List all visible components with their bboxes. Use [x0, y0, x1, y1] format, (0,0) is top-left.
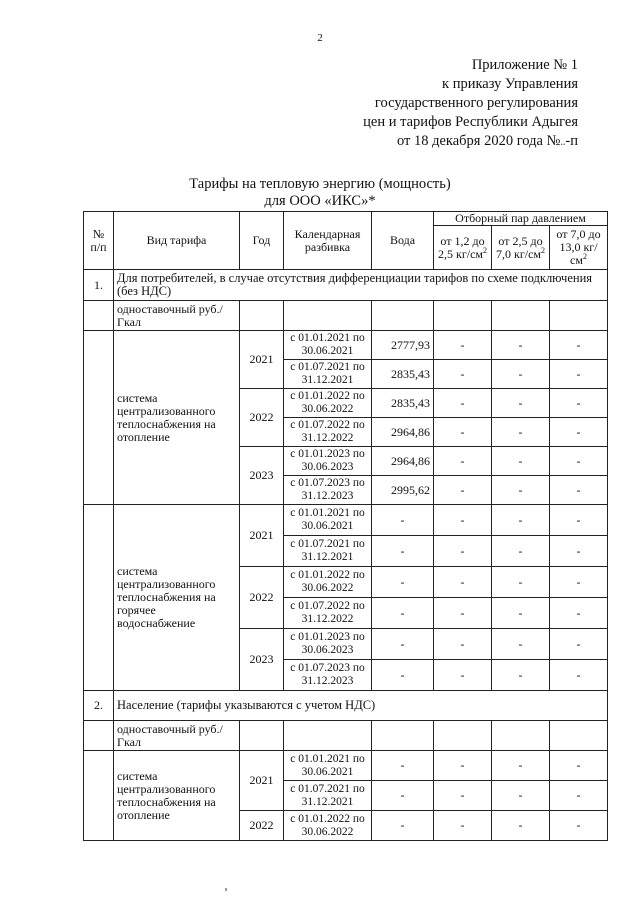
- single-rate-label: одноставочный руб./Гкал: [114, 721, 240, 751]
- header-kind: Вид тарифа: [114, 212, 240, 270]
- steam-1-value: -: [434, 536, 492, 567]
- empty-cell: [240, 301, 284, 331]
- empty-cell: [434, 301, 492, 331]
- empty-cell: [84, 751, 114, 841]
- section-row: [84, 691, 608, 721]
- steam-3-value: -: [550, 781, 608, 811]
- water-value: -: [372, 781, 434, 811]
- period-cell: с 01.07.2021 по 31.12.2021: [284, 781, 372, 811]
- handwritten-order-number: ..: [560, 135, 566, 148]
- steam-1-value: -: [434, 598, 492, 629]
- period-cell: с 01.01.2023 по 30.06.2023: [284, 447, 372, 476]
- period-cell: с 01.07.2021 по 31.12.2021: [284, 536, 372, 567]
- section-number: 1.: [84, 270, 114, 301]
- empty-cell: [84, 301, 114, 331]
- steam-2-value: -: [492, 331, 550, 360]
- tariff-kind: система централизованного теплоснабжения на отопление: [114, 751, 240, 841]
- empty-cell: [240, 721, 284, 751]
- empty-cell: [84, 331, 114, 505]
- period-cell: с 01.01.2022 по 30.06.2022: [284, 811, 372, 841]
- section-title: Население (тарифы указываются с учетом НДС): [114, 691, 608, 721]
- section-number: 2.: [84, 691, 114, 721]
- steam-2-value: -: [492, 751, 550, 781]
- empty-cell: [284, 721, 372, 751]
- steam-2-value: -: [492, 567, 550, 598]
- steam-2-value: -: [492, 505, 550, 536]
- title-line-1: Тарифы на тепловую энергию (мощность): [189, 176, 451, 192]
- year-cell: 2022: [240, 811, 284, 841]
- water-value: -: [372, 811, 434, 841]
- steam-3-value: -: [550, 536, 608, 567]
- steam-1-value: -: [434, 447, 492, 476]
- steam-2-value: -: [492, 660, 550, 691]
- steam-3-value: -: [550, 505, 608, 536]
- empty-cell: [372, 721, 434, 751]
- empty-cell: [372, 301, 434, 331]
- water-value: 2964,86: [372, 418, 434, 447]
- empty-cell: [492, 721, 550, 751]
- steam-2-value: -: [492, 418, 550, 447]
- steam-3-value: -: [550, 418, 608, 447]
- steam-1-value: -: [434, 781, 492, 811]
- tariff-kind: система централизованного теплоснабжения на отопление: [114, 331, 240, 505]
- year-cell: 2023: [240, 629, 284, 691]
- document-title: [0, 176, 640, 210]
- steam-2-value: -: [492, 447, 550, 476]
- water-value: 2835,43: [372, 360, 434, 389]
- steam-1-value: -: [434, 505, 492, 536]
- period-cell: с 01.07.2021 по 31.12.2021: [284, 360, 372, 389]
- header-steam-group: Отборный пар давлением: [434, 212, 608, 226]
- steam-3-value: -: [550, 567, 608, 598]
- steam-2-value: -: [492, 360, 550, 389]
- water-value: -: [372, 505, 434, 536]
- section-row: [84, 270, 608, 301]
- appendix-line-2: к приказу Управления: [442, 76, 578, 92]
- steam-1-value: -: [434, 389, 492, 418]
- title-line-2: для ООО «ИКС»*: [264, 193, 376, 209]
- period-cell: с 01.01.2022 по 30.06.2022: [284, 567, 372, 598]
- page-number: 2: [317, 32, 323, 44]
- water-value: 2835,43: [372, 389, 434, 418]
- water-value: 2964,86: [372, 447, 434, 476]
- empty-cell: [550, 721, 608, 751]
- period-cell: с 01.01.2021 по 30.06.2021: [284, 505, 372, 536]
- steam-3-value: -: [550, 811, 608, 841]
- order-suffix: -п: [565, 133, 578, 149]
- steam-2-value: -: [492, 781, 550, 811]
- steam-2-value: -: [492, 629, 550, 660]
- order-date: от 18 декабря 2020 года №: [396, 133, 561, 149]
- header-steam-2: от 2,5 до 7,0 $кг/см^2$: [492, 226, 550, 270]
- appendix-line-1: Приложение № 1: [471, 57, 578, 73]
- empty-cell: [434, 721, 492, 751]
- water-value: -: [372, 660, 434, 691]
- steam-1-value: -: [434, 629, 492, 660]
- steam-2-value: -: [492, 536, 550, 567]
- header-steam-1: от 1,2 до 2,5 $кг/см^2$: [434, 226, 492, 270]
- appendix-line-5: [363, 132, 578, 151]
- steam-2-value: -: [492, 811, 550, 841]
- scan-speck: [225, 888, 227, 891]
- table-row: [84, 331, 608, 360]
- single-rate-row: [84, 301, 608, 331]
- period-cell: с 01.01.2023 по 30.06.2023: [284, 629, 372, 660]
- empty-cell: [84, 721, 114, 751]
- steam-3-value: -: [550, 476, 608, 505]
- water-value: 2777,93: [372, 331, 434, 360]
- header-steam-3: от 7,0 до 13,0 $кг/см^2$: [550, 226, 608, 270]
- tariff-table: [83, 211, 608, 841]
- steam-1-value: -: [434, 476, 492, 505]
- year-cell: 2022: [240, 567, 284, 629]
- steam-3-value: -: [550, 598, 608, 629]
- empty-cell: [550, 301, 608, 331]
- period-cell: с 01.01.2022 по 30.06.2022: [284, 389, 372, 418]
- steam-1-value: -: [434, 811, 492, 841]
- steam-2-value: -: [492, 598, 550, 629]
- appendix-line-3: государственного регулирования: [374, 95, 578, 111]
- steam-3-value: -: [550, 331, 608, 360]
- year-cell: 2023: [240, 447, 284, 505]
- steam-1-value: -: [434, 751, 492, 781]
- year-cell: 2021: [240, 331, 284, 389]
- empty-cell: [84, 505, 114, 691]
- period-cell: с 01.07.2023 по 31.12.2023: [284, 660, 372, 691]
- single-rate-row: [84, 721, 608, 751]
- year-cell: 2021: [240, 505, 284, 567]
- period-cell: с 01.07.2023 по 31.12.2023: [284, 476, 372, 505]
- header-period: Календарная разбивка: [284, 212, 372, 270]
- table-row: [84, 751, 608, 781]
- section-title: Для потребителей, в случае отсутствия дифференциации тарифов по схеме подключения (без НДС): [114, 270, 608, 301]
- year-cell: 2021: [240, 751, 284, 811]
- steam-3-value: -: [550, 660, 608, 691]
- year-cell: 2022: [240, 389, 284, 447]
- water-value: -: [372, 536, 434, 567]
- steam-1-value: -: [434, 567, 492, 598]
- steam-1-value: -: [434, 360, 492, 389]
- steam-3-value: -: [550, 389, 608, 418]
- steam-2-value: -: [492, 476, 550, 505]
- water-value: -: [372, 751, 434, 781]
- appendix-line-4: цен и тарифов Республики Адыгея: [363, 114, 578, 130]
- steam-3-value: -: [550, 629, 608, 660]
- steam-1-value: -: [434, 331, 492, 360]
- water-value: -: [372, 629, 434, 660]
- water-value: 2995,62: [372, 476, 434, 505]
- empty-cell: [284, 301, 372, 331]
- steam-2-value: -: [492, 389, 550, 418]
- header-num: № п/п: [84, 212, 114, 270]
- single-rate-label: одноставочный руб./Гкал: [114, 301, 240, 331]
- period-cell: с 01.07.2022 по 31.12.2022: [284, 598, 372, 629]
- period-cell: с 01.01.2021 по 30.06.2021: [284, 751, 372, 781]
- steam-3-value: -: [550, 360, 608, 389]
- header-water: Вода: [372, 212, 434, 270]
- period-cell: с 01.07.2022 по 31.12.2022: [284, 418, 372, 447]
- table-row: [84, 505, 608, 536]
- header-year: Год: [240, 212, 284, 270]
- steam-3-value: -: [550, 751, 608, 781]
- water-value: -: [372, 567, 434, 598]
- water-value: -: [372, 598, 434, 629]
- period-cell: с 01.01.2021 по 30.06.2021: [284, 331, 372, 360]
- appendix-block: [363, 56, 578, 151]
- steam-3-value: -: [550, 447, 608, 476]
- steam-1-value: -: [434, 418, 492, 447]
- empty-cell: [492, 301, 550, 331]
- tariff-kind: система централизованного теплоснабжения на горячее водоснабжение: [114, 505, 240, 691]
- steam-1-value: -: [434, 660, 492, 691]
